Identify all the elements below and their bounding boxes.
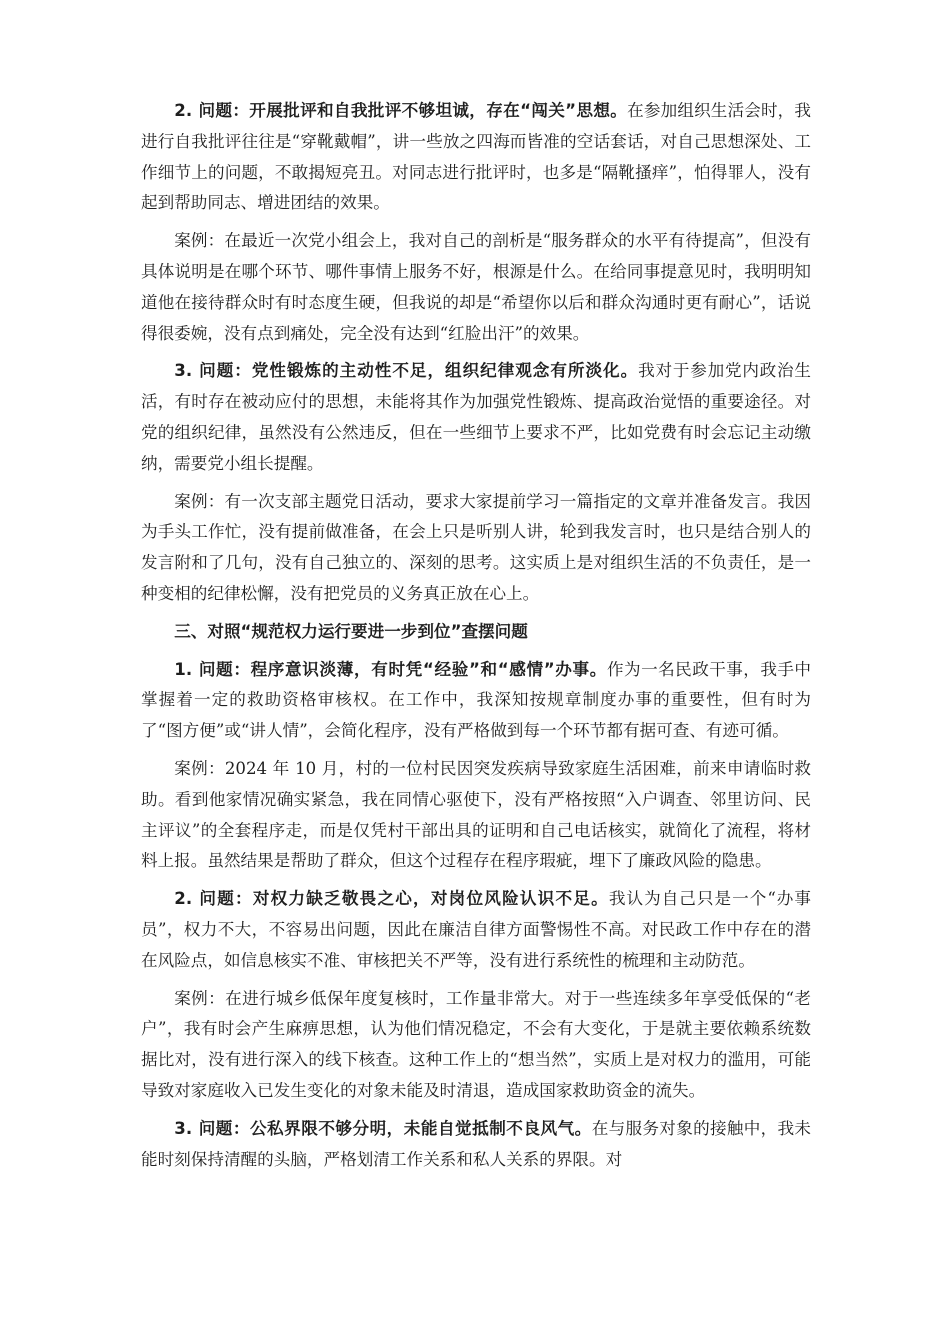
paragraph-text: 作为一名民政干事，我手中掌握着一定的救助资格审核权。在工作中，我深知按规章制度办事的重要性，但有时为了“图方便”或“讲人情”，会简化程序，没有严格做到每一个环节都有据可查、有迹可循。: [141, 659, 812, 741]
paragraph-section3-problem-3: [141, 1114, 811, 1176]
paragraph-problem-3: [141, 356, 811, 479]
paragraph-lead: 2. 问题：对权力缺乏敬畏之心，对岗位风险认识不足。: [174, 889, 609, 909]
paragraph-text: 我认为自己只是一个“办事员”，权力不大，不容易出问题，因此在廉洁自律方面警惕性不高。对民政工作中存在的潜在风险点，如信息核实不准、审核把关不严等，没有进行系统性的梳理和主动防范。: [141, 889, 812, 970]
paragraph-lead: 3. 问题：公私界限不够分明，未能自觉抵制不良风气。: [174, 1118, 592, 1138]
paragraph-section3-problem-2: [141, 884, 811, 976]
paragraph-text: 案例：在最近一次党小组会上，我对自己的剖析是“服务群众的水平有待提高”，但没有具体说明是在哪个环节、哪件事情上服务不好，根源是什么。在给同事提意见时，我明明知道他在接待群众时有时态度生硬，但我说的却是“希望你以后和群众沟通时更有耐心”，话说得很委婉，没有点到痛处，完全没有达到“红脸出汗”的效果。: [141, 231, 811, 343]
paragraph-text: 在参加组织生活会时，我进行自我批评往往是“穿靴戴帽”，讲一些放之四海而皆准的空话套话，对自己思想深处、工作细节上的问题，不敢揭短亮丑。对同志进行批评时，也多是“隔靴搔痒”，怕得罪人，没有起到帮助同志、增进团结的效果。: [141, 101, 811, 213]
paragraph-text: 案例：2024 年 10 月，村的一位村民因突发疾病导致家庭生活困难，前来申请临时救助。看到他家情况确实紧急，我在同情心驱使下，没有严格按照“入户调查、邻里访问、民主评议”的全套程序走，而是仅凭村干部出具的证明和自己电话核实，就简化了流程，将材料上报。虽然结果是帮助了群众，但这个过程存在程序瑕疵，埋下了廉政风险的隐患。: [141, 758, 811, 871]
paragraph-case-2: [141, 226, 811, 349]
paragraph-text: 我对于参加党内政治生活，有时存在被动应付的思想，未能将其作为加强党性锻炼、提高政治觉悟的重要途径。对党的组织纪律，虽然没有公然违反，但在一些细节上要求不严，比如党费有时会忘记主动缴纳，需要党小组长提醒。: [141, 361, 811, 473]
paragraph-problem-2: [141, 96, 811, 219]
document-body: [141, 96, 811, 1182]
paragraph-lead: 1. 问题：程序意识淡薄，有时凭“经验”和“感情”办事。: [174, 659, 608, 679]
paragraph-text: 案例：在进行城乡低保年度复核时，工作量非常大。对于一些连续多年享受低保的“老户”，我有时会产生麻痹思想，认为他们情况稳定，不会有大变化，于是就主要依赖系统数据比对，没有进行深入的线下核查。这种工作上的“想当然”，实质上是对权力的滥用，可能导致对家庭收入已发生变化的对象未能及时清退，造成国家救助资金的流失。: [141, 988, 811, 1100]
section-heading: 三、对照“规范权力运行要进一步到位”查摆问题: [174, 621, 528, 641]
paragraph-case-3: [141, 487, 811, 610]
paragraph-section3-problem-1: [141, 655, 811, 747]
paragraph-lead: 2. 问题：开展批评和自我批评不够坦诚，存在“闯关”思想。: [174, 101, 628, 120]
paragraph-section3-case-2: [141, 984, 811, 1107]
paragraph-text: 在与服务对象的接触中，我未能时刻保持清醒的头脑，严格划清工作关系和私人关系的界限。对: [141, 1118, 812, 1169]
paragraph-section3-case-1: [141, 754, 811, 877]
paragraph-lead: 3. 问题：党性锻炼的主动性不足，组织纪律观念有所淡化。: [174, 361, 639, 381]
paragraph-text: 案例：有一次支部主题党日活动，要求大家提前学习一篇指定的文章并准备发言。我因为手头工作忙，没有提前做准备，在会上只是听别人讲，轮到我发言时，也只是结合别人的发言附和了几句，没有自己独立的、深刻的思考。这实质上是对组织生活的不负责任，是一种变相的纪律松懈，没有把党员的义务真正放在心上。: [141, 491, 811, 603]
